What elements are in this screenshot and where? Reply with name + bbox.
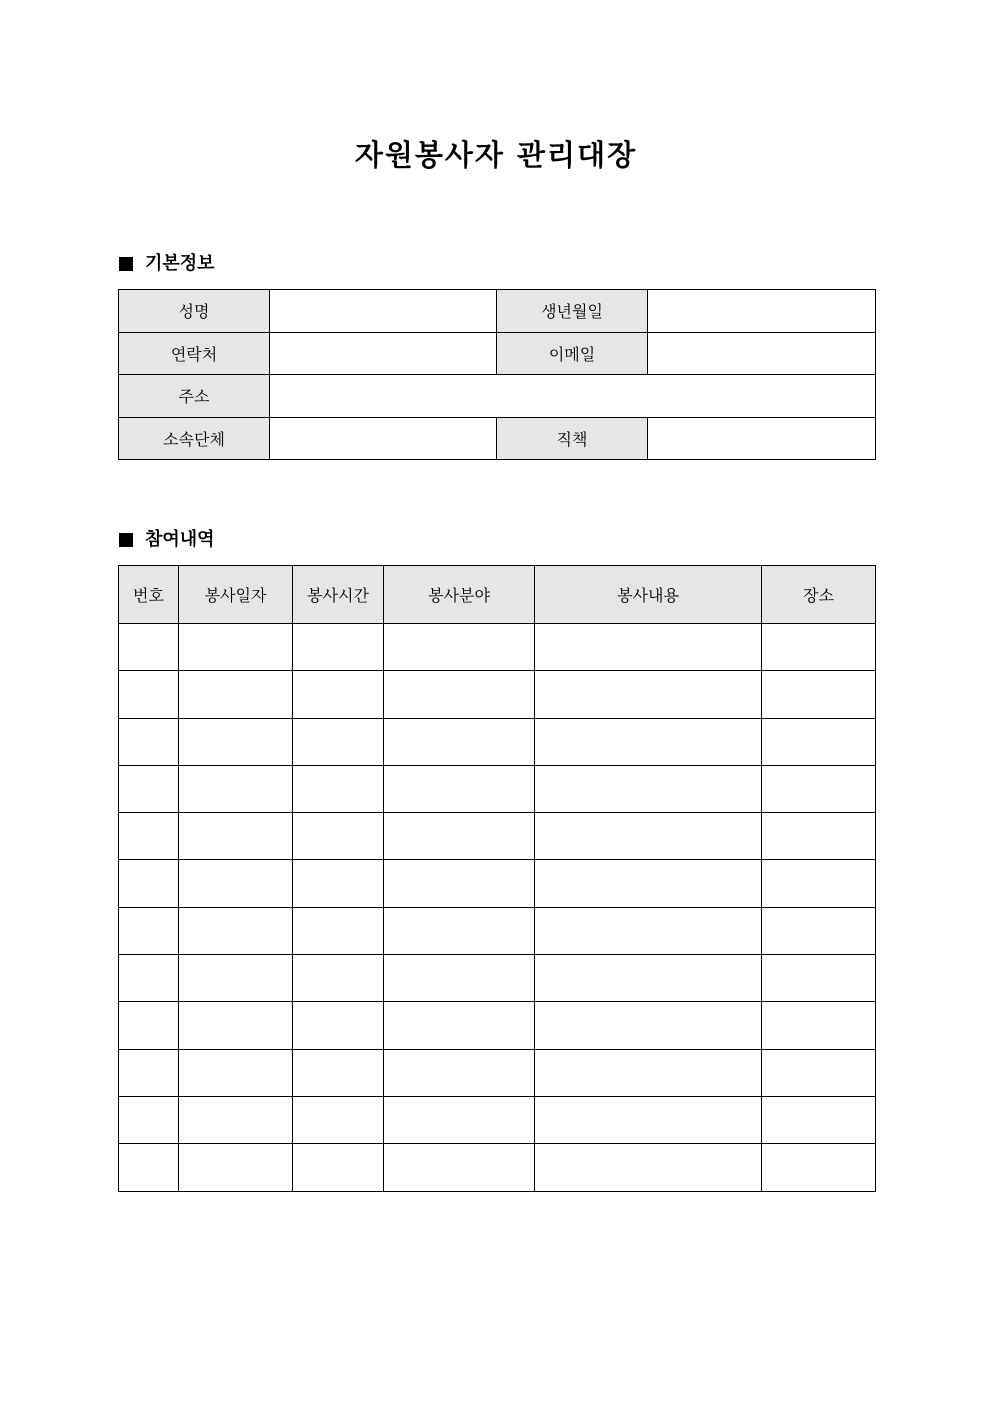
- location-cell[interactable]: [762, 765, 876, 812]
- date-cell[interactable]: [179, 624, 293, 671]
- column-header-field: 봉사분야: [384, 566, 535, 624]
- field-cell[interactable]: [384, 1049, 535, 1096]
- table-row: [119, 1002, 876, 1049]
- content-cell[interactable]: [535, 860, 762, 907]
- number-cell[interactable]: [119, 907, 179, 954]
- location-cell[interactable]: [762, 813, 876, 860]
- field-cell[interactable]: [384, 718, 535, 765]
- position-label: 직책: [497, 417, 648, 460]
- content-cell[interactable]: [535, 955, 762, 1002]
- table-row: [119, 718, 876, 765]
- date-cell[interactable]: [179, 1049, 293, 1096]
- contact-field[interactable]: [270, 332, 497, 375]
- birth-date-field[interactable]: [648, 290, 876, 333]
- content-cell[interactable]: [535, 907, 762, 954]
- column-header-hours: 봉사시간: [293, 566, 384, 624]
- location-cell[interactable]: [762, 1002, 876, 1049]
- number-cell[interactable]: [119, 1144, 179, 1191]
- number-cell[interactable]: [119, 671, 179, 718]
- number-cell[interactable]: [119, 1096, 179, 1143]
- location-cell[interactable]: [762, 955, 876, 1002]
- number-cell[interactable]: [119, 1002, 179, 1049]
- location-cell[interactable]: [762, 671, 876, 718]
- hours-cell[interactable]: [293, 1049, 384, 1096]
- hours-cell[interactable]: [293, 1096, 384, 1143]
- square-bullet-icon: [119, 533, 133, 547]
- participation-table: [118, 565, 876, 1192]
- contact-label: 연락처: [119, 332, 270, 375]
- content-cell[interactable]: [535, 718, 762, 765]
- table-row: [119, 671, 876, 718]
- name-field[interactable]: [270, 290, 497, 333]
- birth-date-label: 생년월일: [497, 290, 648, 333]
- field-cell[interactable]: [384, 860, 535, 907]
- hours-cell[interactable]: [293, 671, 384, 718]
- date-cell[interactable]: [179, 813, 293, 860]
- name-label: 성명: [119, 290, 270, 333]
- section-heading-basic-info: [119, 252, 215, 276]
- content-cell[interactable]: [535, 671, 762, 718]
- table-row: [119, 955, 876, 1002]
- field-cell[interactable]: [384, 1144, 535, 1191]
- section-heading-label: 참여내역: [145, 529, 215, 550]
- column-header-number: 번호: [119, 566, 179, 624]
- date-cell[interactable]: [179, 860, 293, 907]
- hours-cell[interactable]: [293, 1002, 384, 1049]
- field-cell[interactable]: [384, 765, 535, 812]
- square-bullet-icon: [119, 257, 133, 271]
- content-cell[interactable]: [535, 765, 762, 812]
- table-row: [119, 417, 876, 460]
- participation-table-body: [119, 624, 876, 1192]
- content-cell[interactable]: [535, 813, 762, 860]
- hours-cell[interactable]: [293, 1144, 384, 1191]
- date-cell[interactable]: [179, 1002, 293, 1049]
- table-row: [119, 813, 876, 860]
- field-cell[interactable]: [384, 671, 535, 718]
- column-header-content: 봉사내용: [535, 566, 762, 624]
- table-header-row: [119, 566, 876, 624]
- field-cell[interactable]: [384, 624, 535, 671]
- location-cell[interactable]: [762, 624, 876, 671]
- content-cell[interactable]: [535, 1144, 762, 1191]
- date-cell[interactable]: [179, 765, 293, 812]
- field-cell[interactable]: [384, 1096, 535, 1143]
- table-row: [119, 290, 876, 333]
- date-cell[interactable]: [179, 718, 293, 765]
- table-row: [119, 765, 876, 812]
- address-field[interactable]: [270, 375, 876, 418]
- position-field[interactable]: [648, 417, 876, 460]
- hours-cell[interactable]: [293, 624, 384, 671]
- table-row: [119, 375, 876, 418]
- email-field[interactable]: [648, 332, 876, 375]
- date-cell[interactable]: [179, 955, 293, 1002]
- field-cell[interactable]: [384, 813, 535, 860]
- organization-field[interactable]: [270, 417, 497, 460]
- date-cell[interactable]: [179, 671, 293, 718]
- location-cell[interactable]: [762, 718, 876, 765]
- content-cell[interactable]: [535, 1002, 762, 1049]
- number-cell[interactable]: [119, 718, 179, 765]
- column-header-location: 장소: [762, 566, 876, 624]
- hours-cell[interactable]: [293, 955, 384, 1002]
- date-cell[interactable]: [179, 1096, 293, 1143]
- hours-cell[interactable]: [293, 907, 384, 954]
- hours-cell[interactable]: [293, 860, 384, 907]
- location-cell[interactable]: [762, 907, 876, 954]
- date-cell[interactable]: [179, 907, 293, 954]
- number-cell[interactable]: [119, 860, 179, 907]
- column-header-date: 봉사일자: [179, 566, 293, 624]
- email-label: 이메일: [497, 332, 648, 375]
- section-heading-label: 기본정보: [145, 253, 215, 274]
- document-title: 자원봉사자 관리대장: [354, 138, 638, 172]
- content-cell[interactable]: [535, 1096, 762, 1143]
- location-cell[interactable]: [762, 860, 876, 907]
- address-label: 주소: [119, 375, 270, 418]
- table-row: [119, 332, 876, 375]
- location-cell[interactable]: [762, 1144, 876, 1191]
- hours-cell[interactable]: [293, 718, 384, 765]
- number-cell[interactable]: [119, 624, 179, 671]
- content-cell[interactable]: [535, 1049, 762, 1096]
- field-cell[interactable]: [384, 955, 535, 1002]
- table-row: [119, 1049, 876, 1096]
- location-cell[interactable]: [762, 1096, 876, 1143]
- number-cell[interactable]: [119, 765, 179, 812]
- section-heading-participation: [119, 528, 215, 552]
- organization-label: 소속단체: [119, 417, 270, 460]
- hours-cell[interactable]: [293, 765, 384, 812]
- field-cell[interactable]: [384, 907, 535, 954]
- hours-cell[interactable]: [293, 813, 384, 860]
- table-row: [119, 860, 876, 907]
- date-cell[interactable]: [179, 1144, 293, 1191]
- content-cell[interactable]: [535, 624, 762, 671]
- number-cell[interactable]: [119, 1049, 179, 1096]
- field-cell[interactable]: [384, 1002, 535, 1049]
- table-row: [119, 907, 876, 954]
- table-row: [119, 1144, 876, 1191]
- location-cell[interactable]: [762, 1049, 876, 1096]
- basic-info-table: [118, 289, 876, 460]
- number-cell[interactable]: [119, 813, 179, 860]
- table-row: [119, 624, 876, 671]
- number-cell[interactable]: [119, 955, 179, 1002]
- table-row: [119, 1096, 876, 1143]
